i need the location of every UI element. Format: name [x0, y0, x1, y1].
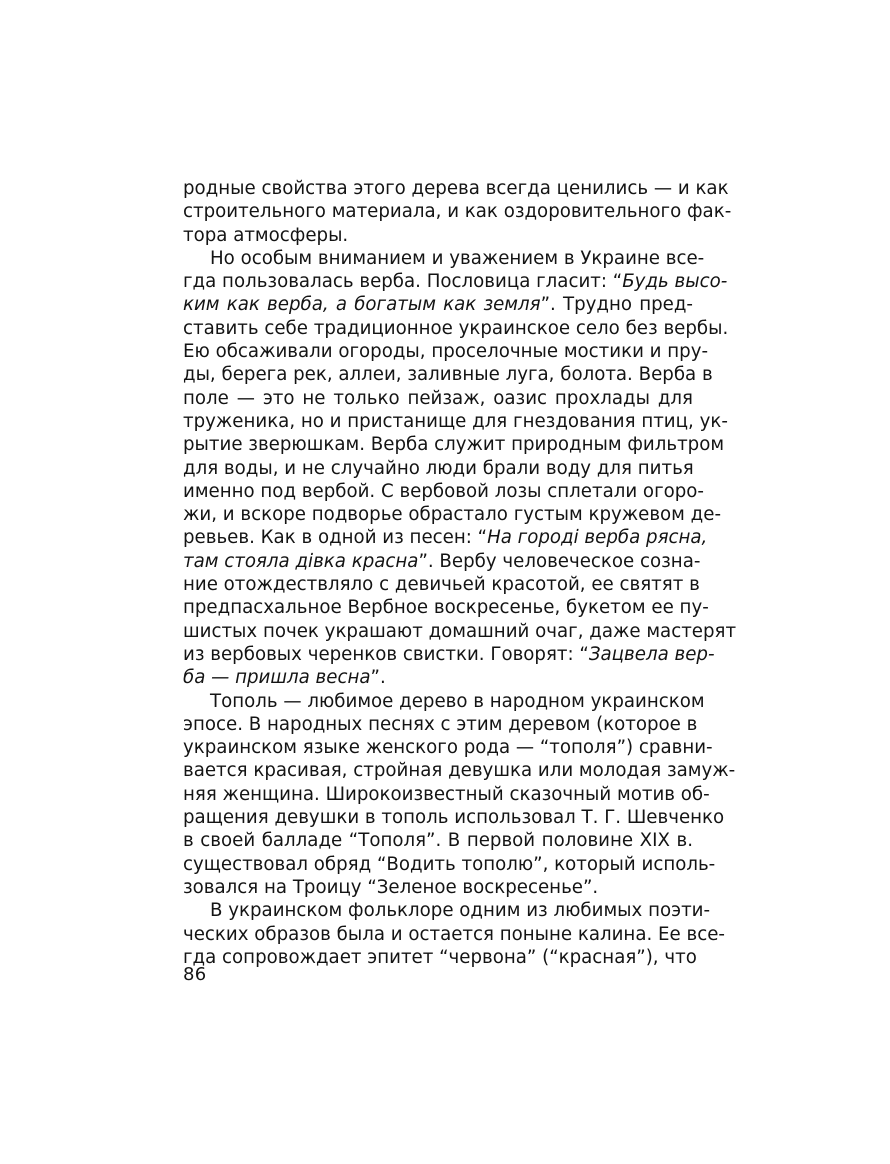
- text-line: [183, 666, 693, 689]
- text-segment: ращения девушки в тополь использовал Т. Г. Шевченко: [183, 807, 725, 829]
- paragraph: [183, 247, 737, 690]
- text-line: [183, 713, 698, 736]
- text-line: [183, 853, 716, 876]
- italic-quote-segment: Зацвела вер-: [588, 643, 715, 665]
- text-segment: существовал обряд “Водить тополю”, который исполь-: [183, 853, 716, 875]
- page-number: 86: [183, 964, 207, 985]
- text-line: [183, 457, 693, 480]
- text-line: [183, 759, 736, 782]
- text-segment: няя женщина. Широкоизвестный сказочный мотив об-: [183, 783, 710, 805]
- text-line: [183, 480, 704, 503]
- text-segment: ”.: [370, 667, 386, 689]
- italic-quote-segment: ким как верба, а богатым как земля: [183, 294, 541, 316]
- text-line: [183, 247, 705, 270]
- text-line: [183, 270, 728, 293]
- text-segment: гда пользовалась верба. Пословица гласит: “: [183, 271, 623, 293]
- text-line: [183, 317, 729, 340]
- text-line: [183, 200, 732, 223]
- text-segment: рытие зверюшкам. Верба служит природным фильтром: [183, 434, 725, 456]
- italic-quote-segment: На городі верба рясна,: [487, 527, 708, 549]
- text-segment: ние отождествляло с девичьей красотой, ее святят в: [183, 574, 700, 596]
- text-segment: зовался на Троицу “Зеленое воскресенье”.: [183, 876, 599, 898]
- text-segment: строительного материала, и как оздоровительного фак-: [183, 201, 732, 223]
- text-line: [183, 293, 693, 316]
- text-line: [183, 899, 711, 922]
- text-segment: для воды, и не случайно люди брали воду для питья: [183, 457, 694, 479]
- text-line: [183, 736, 713, 759]
- text-segment: жи, и вскоре подворье обрастало густым кружевом де-: [183, 504, 722, 526]
- text-line: [183, 503, 722, 526]
- text-line: [183, 526, 708, 549]
- page-text: [183, 177, 737, 969]
- text-line: [183, 829, 693, 852]
- text-line: [183, 410, 728, 433]
- italic-quote-segment: Будь высо-: [622, 271, 728, 293]
- text-line: [183, 550, 701, 573]
- text-segment: украинском языке женского рода — “тополя”) сравни-: [183, 737, 713, 759]
- text-segment: гда сопровождает эпитет “червона” (“красная”), что: [183, 946, 697, 968]
- text-segment: поле — это не только пейзаж, оазис прохлады для: [183, 387, 693, 409]
- text-line: [183, 620, 737, 643]
- text-segment: ”. Вербу человеческое созна-: [418, 550, 701, 572]
- text-line: [183, 596, 709, 619]
- text-line: [183, 923, 725, 946]
- text-line: [183, 433, 725, 456]
- text-segment: ды, берега рек, аллеи, заливные луга, болота. Верба в: [183, 364, 713, 386]
- text-line: [183, 946, 697, 969]
- text-line: [183, 573, 700, 596]
- text-line: [183, 363, 713, 386]
- text-segment: из вербовых черенков свистки. Говорят: “: [183, 643, 589, 665]
- text-segment: Но особым вниманием и уважением в Украине все-: [210, 247, 705, 269]
- text-line: [183, 876, 693, 899]
- text-segment: тора атмосферы.: [183, 224, 349, 246]
- text-line: [183, 806, 725, 829]
- text-segment: именно под вербой. С вербовой лозы сплетали огоро-: [183, 480, 704, 502]
- text-segment: шистых почек украшают домашний очаг, даже мастерят: [183, 620, 737, 642]
- paragraph: [183, 177, 732, 247]
- text-line: [183, 783, 710, 806]
- text-line: [183, 387, 693, 410]
- text-segment: ставить себе традиционное украинское село без вербы.: [183, 317, 729, 339]
- paragraph: [183, 690, 736, 900]
- text-line: [183, 340, 709, 363]
- italic-quote-segment: там стояла дівка красна: [183, 550, 419, 572]
- text-segment: ческих образов была и остается поныне калина. Ее все-: [183, 923, 725, 945]
- text-segment: В украинском фольклоре одним из любимых поэти-: [210, 900, 711, 922]
- text-line: [183, 177, 729, 200]
- text-segment: в своей балладе “Тополя”. В первой половине XIX в.: [183, 830, 693, 852]
- text-line: [183, 690, 705, 713]
- text-line: [183, 224, 693, 247]
- text-segment: ”. Трудно пред-: [540, 294, 693, 316]
- text-segment: Тополь — любимое дерево в народном украинском: [210, 690, 705, 712]
- text-segment: труженика, но и пристанище для гнездования птиц, ук-: [183, 410, 728, 432]
- paragraph: [183, 899, 725, 969]
- text-segment: вается красивая, стройная девушка или молодая замуж-: [183, 760, 736, 782]
- text-segment: Ею обсаживали огороды, проселочные мостики и пру-: [183, 341, 709, 363]
- text-line: [183, 643, 715, 666]
- text-segment: ревьев. Как в одной из песен: “: [183, 527, 488, 549]
- text-segment: предпасхальное Вербное воскресенье, букетом ее пу-: [183, 597, 709, 619]
- text-segment: эпосе. В народных песнях с этим деревом (которое в: [183, 713, 698, 735]
- text-segment: родные свойства этого дерева всегда ценились — и как: [183, 178, 729, 199]
- italic-quote-segment: ба — пришла весна: [183, 667, 371, 689]
